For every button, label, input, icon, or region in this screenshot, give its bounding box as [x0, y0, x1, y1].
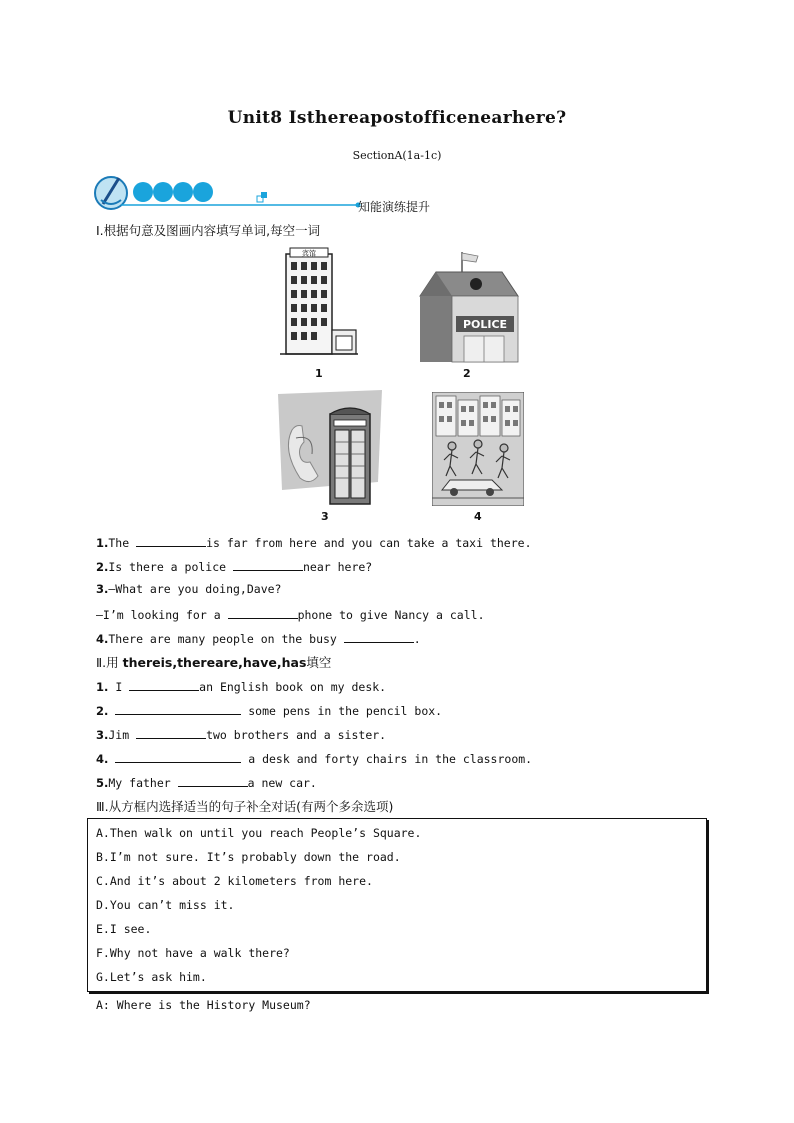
- answer-blank[interactable]: [115, 702, 241, 715]
- street-picture: [432, 392, 524, 506]
- answer-blank[interactable]: [115, 750, 241, 763]
- hotel-sign: 宾馆: [302, 249, 316, 258]
- section2-heading: Ⅱ.用 thereis,thereare,have,has填空: [96, 655, 332, 670]
- answer-blank[interactable]: [136, 726, 206, 739]
- hotel-picture: [276, 246, 360, 358]
- picture-caption-2: 2: [463, 367, 471, 380]
- picture-caption-1: 1: [315, 367, 323, 380]
- section3-heading: Ⅲ.从方框内选择适当的句子补全对话(有两个多余选项): [96, 799, 394, 814]
- option-b: B.I’m not sure. It’s probably down the road.: [96, 850, 401, 864]
- s2-item-2: 2. some pens in the pencil box.: [96, 704, 443, 718]
- police-sign: POLICE: [462, 318, 508, 331]
- answer-blank[interactable]: [228, 606, 298, 619]
- s1-item-2: 2.Is there a police near here?: [96, 560, 373, 574]
- square-decoration: [257, 192, 267, 202]
- answer-blank[interactable]: [233, 558, 303, 571]
- s1-item-3b: —I’m looking for a phone to give Nancy a call.: [96, 608, 485, 622]
- s2-item-5: 5.My father a new car.: [96, 776, 317, 790]
- option-a: A.Then walk on until you reach People’s Square.: [96, 826, 422, 840]
- answer-blank[interactable]: [344, 630, 414, 643]
- option-c: C.And it’s about 2 kilometers from here.: [96, 874, 373, 888]
- police-station-picture: [418, 250, 520, 364]
- s2-item-1: 1. I an English book on my desk.: [96, 680, 387, 694]
- dots-decoration: [133, 182, 213, 202]
- answer-blank[interactable]: [178, 774, 248, 787]
- option-g: G.Let’s ask him.: [96, 970, 207, 984]
- option-d: D.You can’t miss it.: [96, 898, 235, 912]
- answer-blank[interactable]: [136, 534, 206, 547]
- s1-item-1: 1.The is far from here and you can take a taxi there.: [96, 536, 532, 550]
- section1-heading: Ⅰ.根据句意及图画内容填写单词,每空一词: [96, 223, 321, 238]
- phone-booth-picture: [274, 390, 384, 508]
- option-f: F.Why not have a walk there?: [96, 946, 290, 960]
- option-e: E.I see.: [96, 922, 152, 936]
- s1-item-4: 4.There are many people on the busy .: [96, 632, 421, 646]
- banner-label: 知能演练提升: [358, 200, 431, 214]
- picture-caption-4: 4: [474, 510, 482, 523]
- page-title: Unit8 Isthereapostofficenearhere?: [227, 108, 567, 128]
- dialogue-line-1: A: Where is the History Museum?: [96, 998, 311, 1012]
- s2-item-4: 4. a desk and forty chairs in the classroom.: [96, 752, 533, 766]
- page-subtitle: SectionA(1a-1c): [352, 149, 442, 162]
- s1-item-3: 3.—What are you doing,Dave?: [96, 582, 282, 596]
- pen-logo-icon: [95, 177, 127, 209]
- picture-caption-3: 3: [321, 510, 329, 523]
- answer-blank[interactable]: [129, 678, 199, 691]
- s2-item-3: 3.Jim two brothers and a sister.: [96, 728, 387, 742]
